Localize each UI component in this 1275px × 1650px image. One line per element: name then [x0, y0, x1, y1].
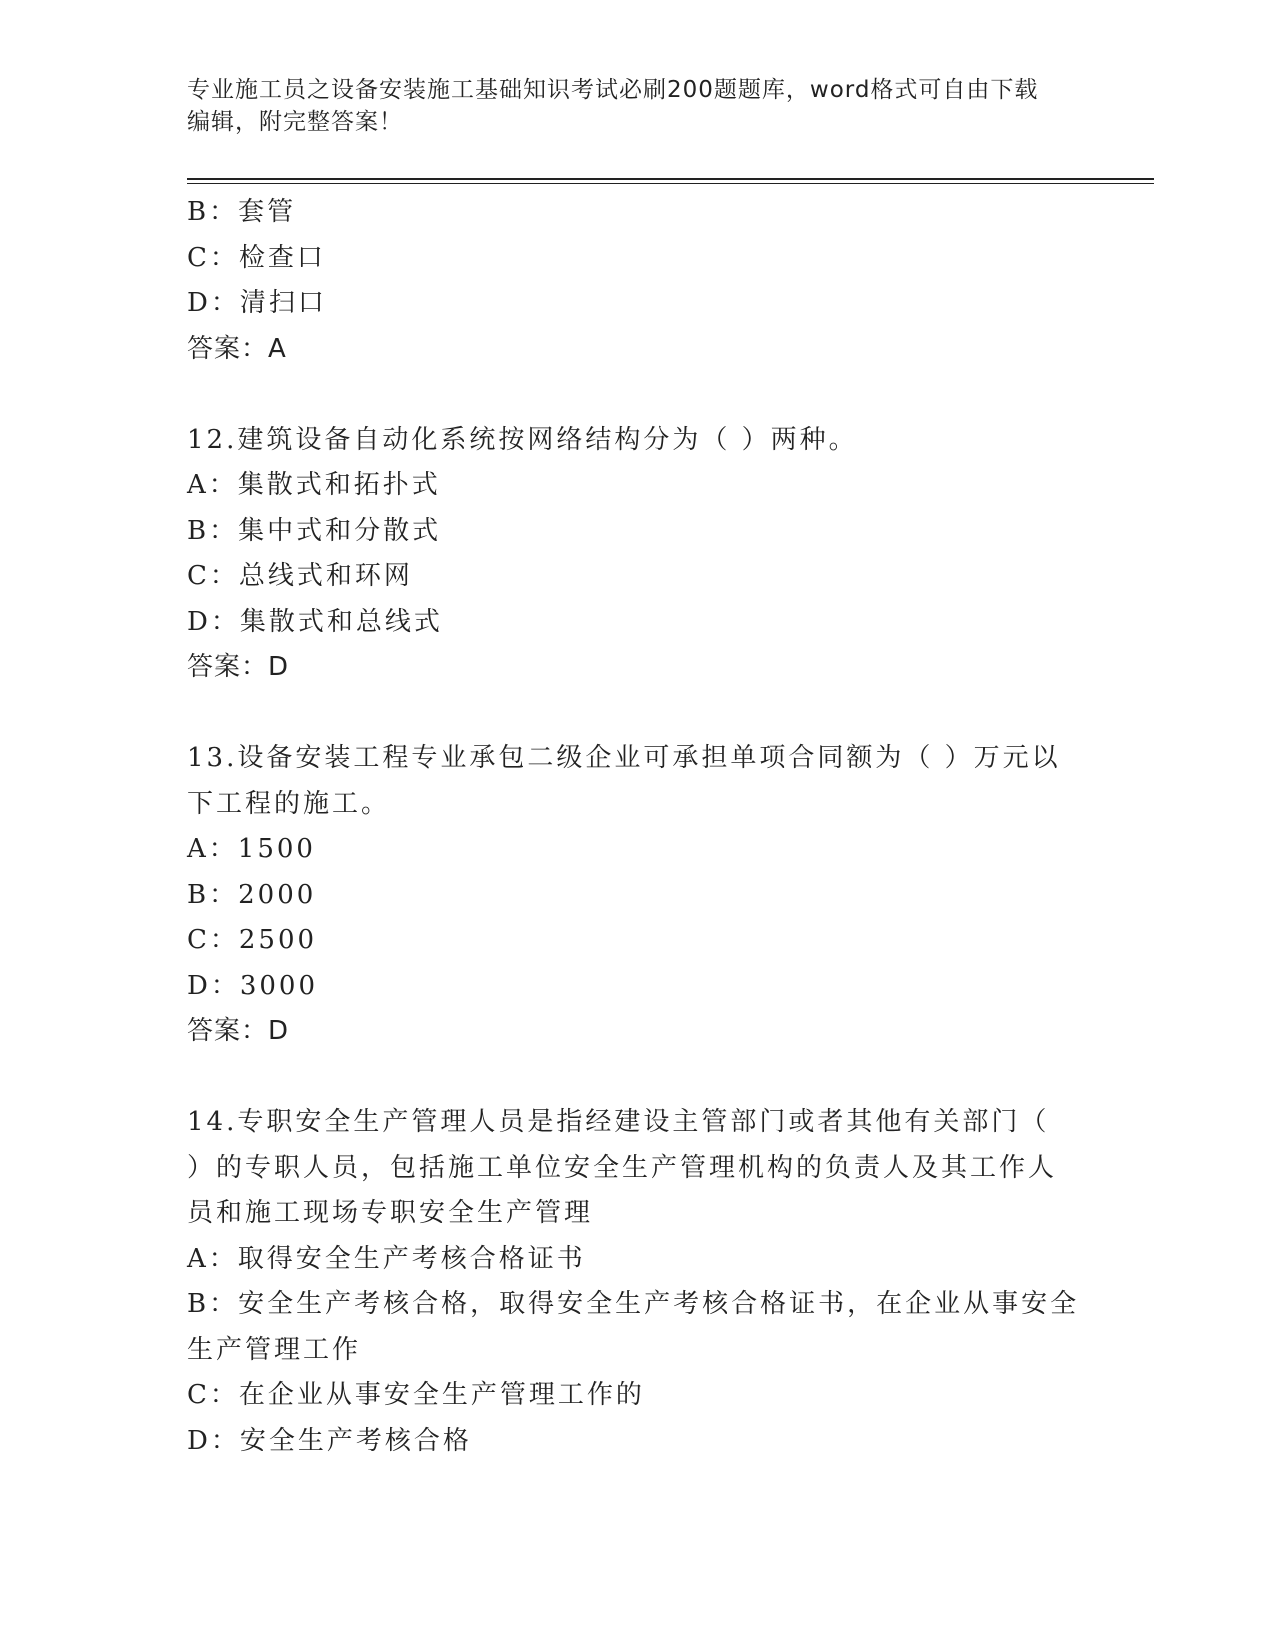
question-13: [187, 736, 1087, 1055]
q14-option-b-line-2: 生产管理工作: [187, 1334, 362, 1365]
q11-answer: 答案：A: [187, 333, 287, 364]
q13-option-c: C：2500: [187, 925, 318, 955]
q14-option-d: D：安全生产考核合格: [187, 1425, 472, 1456]
question-11-tail: [187, 190, 1087, 372]
header-title-line-1: 专业施工员之设备安装施工基础知识考试必刷200题题库，word格式可自由下载: [187, 77, 1039, 103]
header-rule-thin: [187, 183, 1154, 184]
q13-option-a: A：1500: [187, 834, 316, 864]
header-rule-thick: [187, 178, 1154, 180]
question-spacer: [187, 372, 1087, 418]
q14-stem-line-2: ）的专职人员，包括施工单位安全生产管理机构的负责人及其工作人: [187, 1152, 1058, 1183]
q14-option-c: C：在企业从事安全生产管理工作的: [187, 1380, 645, 1410]
q14-stem-line-3: 员和施工现场专职安全生产管理: [187, 1198, 594, 1228]
header-title-line-2: 编辑，附完整答案！: [187, 109, 403, 135]
q13-stem-line-2: 下工程的施工。: [187, 788, 391, 819]
question-spacer: [187, 1055, 1087, 1101]
q12-answer: 答案：D: [187, 652, 290, 682]
q11-option-d: D：清扫口: [187, 288, 327, 318]
q13-stem-line-1: 13.设备安装工程专业承包二级企业可承担单项合同额为（ ）万元以: [187, 743, 1061, 773]
q12-option-a: A：集散式和拓扑式: [187, 470, 441, 500]
q14-option-b-line-1: B：安全生产考核合格，取得安全生产考核合格证书，在企业从事安全: [187, 1289, 1080, 1319]
question-14: [187, 1100, 1087, 1464]
q14-stem-line-1: 14.专职安全生产管理人员是指经建设主管部门或者其他有关部门（: [187, 1107, 1050, 1137]
question-spacer: [187, 691, 1087, 737]
q12-option-b: B：集中式和分散式: [187, 515, 442, 546]
q13-option-b: B：2000: [187, 879, 317, 910]
q12-stem: 12.建筑设备自动化系统按网络结构分为（ ）两种。: [187, 424, 858, 455]
document-header: [187, 74, 1087, 138]
q13-answer: 答案：D: [187, 1016, 290, 1046]
q13-option-d: D：3000: [187, 970, 319, 1001]
q12-option-c: C：总线式和环网: [187, 561, 413, 591]
question-list: [187, 190, 1087, 1464]
question-12: [187, 418, 1087, 691]
q14-option-a: A：取得安全生产考核合格证书: [187, 1243, 586, 1274]
q12-option-d: D：集散式和总线式: [187, 606, 443, 637]
q11-option-c: C：检查口: [187, 242, 326, 273]
q11-option-b: B：套管: [187, 197, 297, 227]
